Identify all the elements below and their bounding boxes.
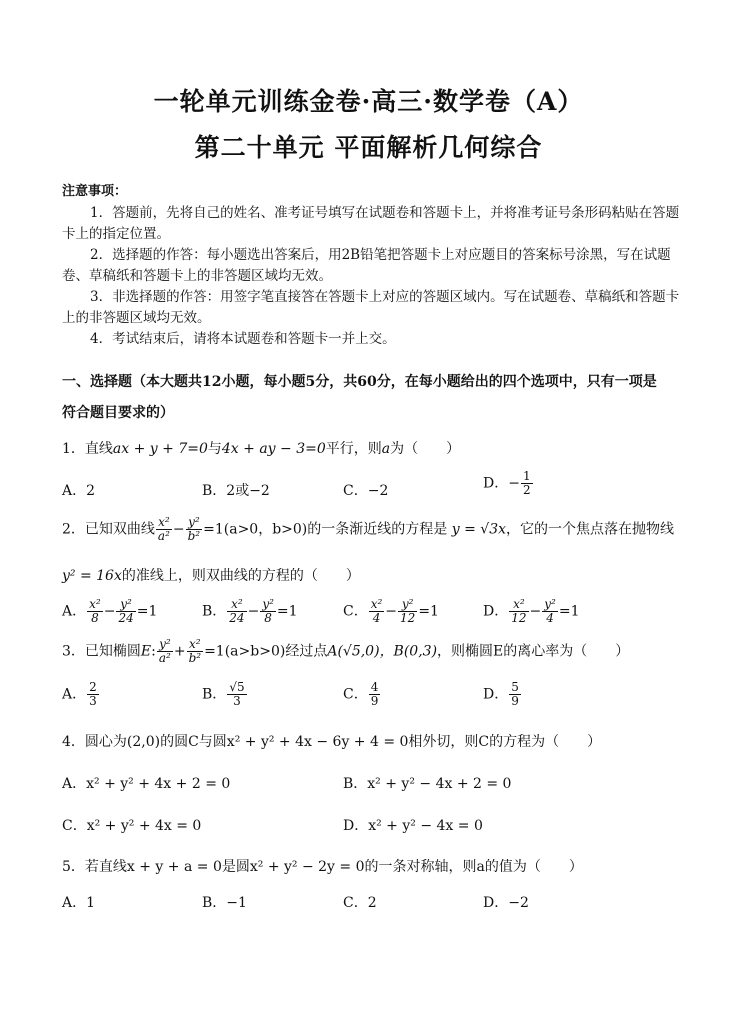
question-4-stem: 4．圆心为(2,0)的圆C与圆x² + y² + 4x − 6y + 4 = 0相外切，则C的方程为（ ） [62, 734, 602, 750]
question-4-option-a: A．x² + y² + 4x + 2 = 0 [62, 776, 231, 792]
question-2-option-b: B． $\frac{\text{x²}}{24}$ − $\frac{\text{y²}}{8}$ =1 [202, 597, 298, 625]
note-item-2: 2．选择题的作答：每小题选出答案后，用2B铅笔把答题卡上对应题目的答案标号涂黑，写在试题卷、草稿纸和答题卡上的非答题区域均无效。 [62, 247, 671, 284]
question-4-option-b: B．x² + y² − 4x + 2 = 0 [343, 776, 512, 792]
unit-title: 第二十单元 平面解析几何综合 [194, 133, 543, 162]
question-2-option-c: C． $\frac{\text{x²}}{4}$ − $\frac{\text{y²}}{12}$ =1 [343, 597, 439, 625]
question-1-option-c: C．−2 [343, 483, 389, 499]
notes-heading: 注意事项： [62, 184, 128, 199]
question-3-option-a: A． $\frac{2}{3}$ [62, 680, 97, 708]
question-2-option-a: A． $\frac{\text{x²}}{8}$ − $\frac{\text{y²}}{24}$ =1 [62, 597, 158, 625]
question-4-option-d: D．x² + y² − 4x = 0 [343, 818, 483, 834]
question-4-option-c: C．x² + y² + 4x = 0 [62, 818, 202, 834]
section-heading: 一、选择题（本大题共12小题，每小题5分，共60分，在每小题给出的四个选项中，只有一项是 [62, 374, 657, 390]
section-heading-cont: 符合题目要求的） [62, 405, 174, 421]
question-5-option-d: D．−2 [483, 895, 529, 911]
question-5-option-b: B．−1 [202, 895, 247, 911]
exam-title: 一轮单元训练金卷·高三·数学卷（A） [153, 87, 584, 116]
question-2-stem-cont: y² = 16x的准线上，则双曲线的方程的（ ） [62, 568, 360, 584]
question-5-stem: 5．若直线x + y + a = 0是圆x² + y² − 2y = 0的一条对称轴，则a的值为（ ） [62, 859, 583, 875]
question-3-option-b: B． $\frac{√5}{3}$ [202, 680, 245, 708]
question-5-option-a: A．1 [62, 895, 96, 911]
question-2-option-d: D． $\frac{\text{x²}}{12}$ − $\frac{\text{y²}}{4}$ =1 [483, 597, 580, 625]
note-item-1: 1．答题前，先将自己的姓名、准考证号填写在试题卷和答题卡上，并将准考证号条形码粘贴在答题卡上的指定位置。 [62, 205, 680, 242]
question-2-stem: 2．已知双曲线 $\frac{\text{x²}}{\text{a²}}$ − $\frac{\text{y²}}{\text{b²}}$ =1(a>0，b>0)的一条渐近线的方程是 y = √3x，它的一个焦点落在抛物线 [62, 515, 674, 543]
question-3-option-c: C． $\frac{4}{9}$ [343, 680, 379, 708]
note-item-4: 4．考试结束后，请将本试题卷和答题卡一并上交。 [90, 331, 396, 347]
question-1-option-a: A．2 [62, 483, 96, 499]
question-1-option-b: B．2或−2 [202, 483, 270, 499]
question-1-stem: 1．直线ax + y + 7=0与4x + ay − 3=0平行，则a为（ ） [62, 441, 461, 457]
question-5-option-c: C．2 [343, 895, 377, 911]
question-3-option-d: D． $\frac{5}{9}$ [483, 680, 519, 708]
question-3-stem: 3．已知椭圆E: $\frac{\text{y²}}{\text{a²}}$ + $\frac{\text{x²}}{\text{b²}}$ =1(a>b>0)经过点A(√5,0)，B(0,3)，则椭圆E的离心率为（ ） [62, 637, 630, 665]
question-1-option-d: D．− $\frac{1}{2}$ [483, 469, 531, 497]
note-item-3: 3．非选择题的作答：用签字笔直接答在答题卡上对应的答题区域内。写在试题卷、草稿纸和答题卡上的非答题区域均无效。 [62, 289, 680, 326]
